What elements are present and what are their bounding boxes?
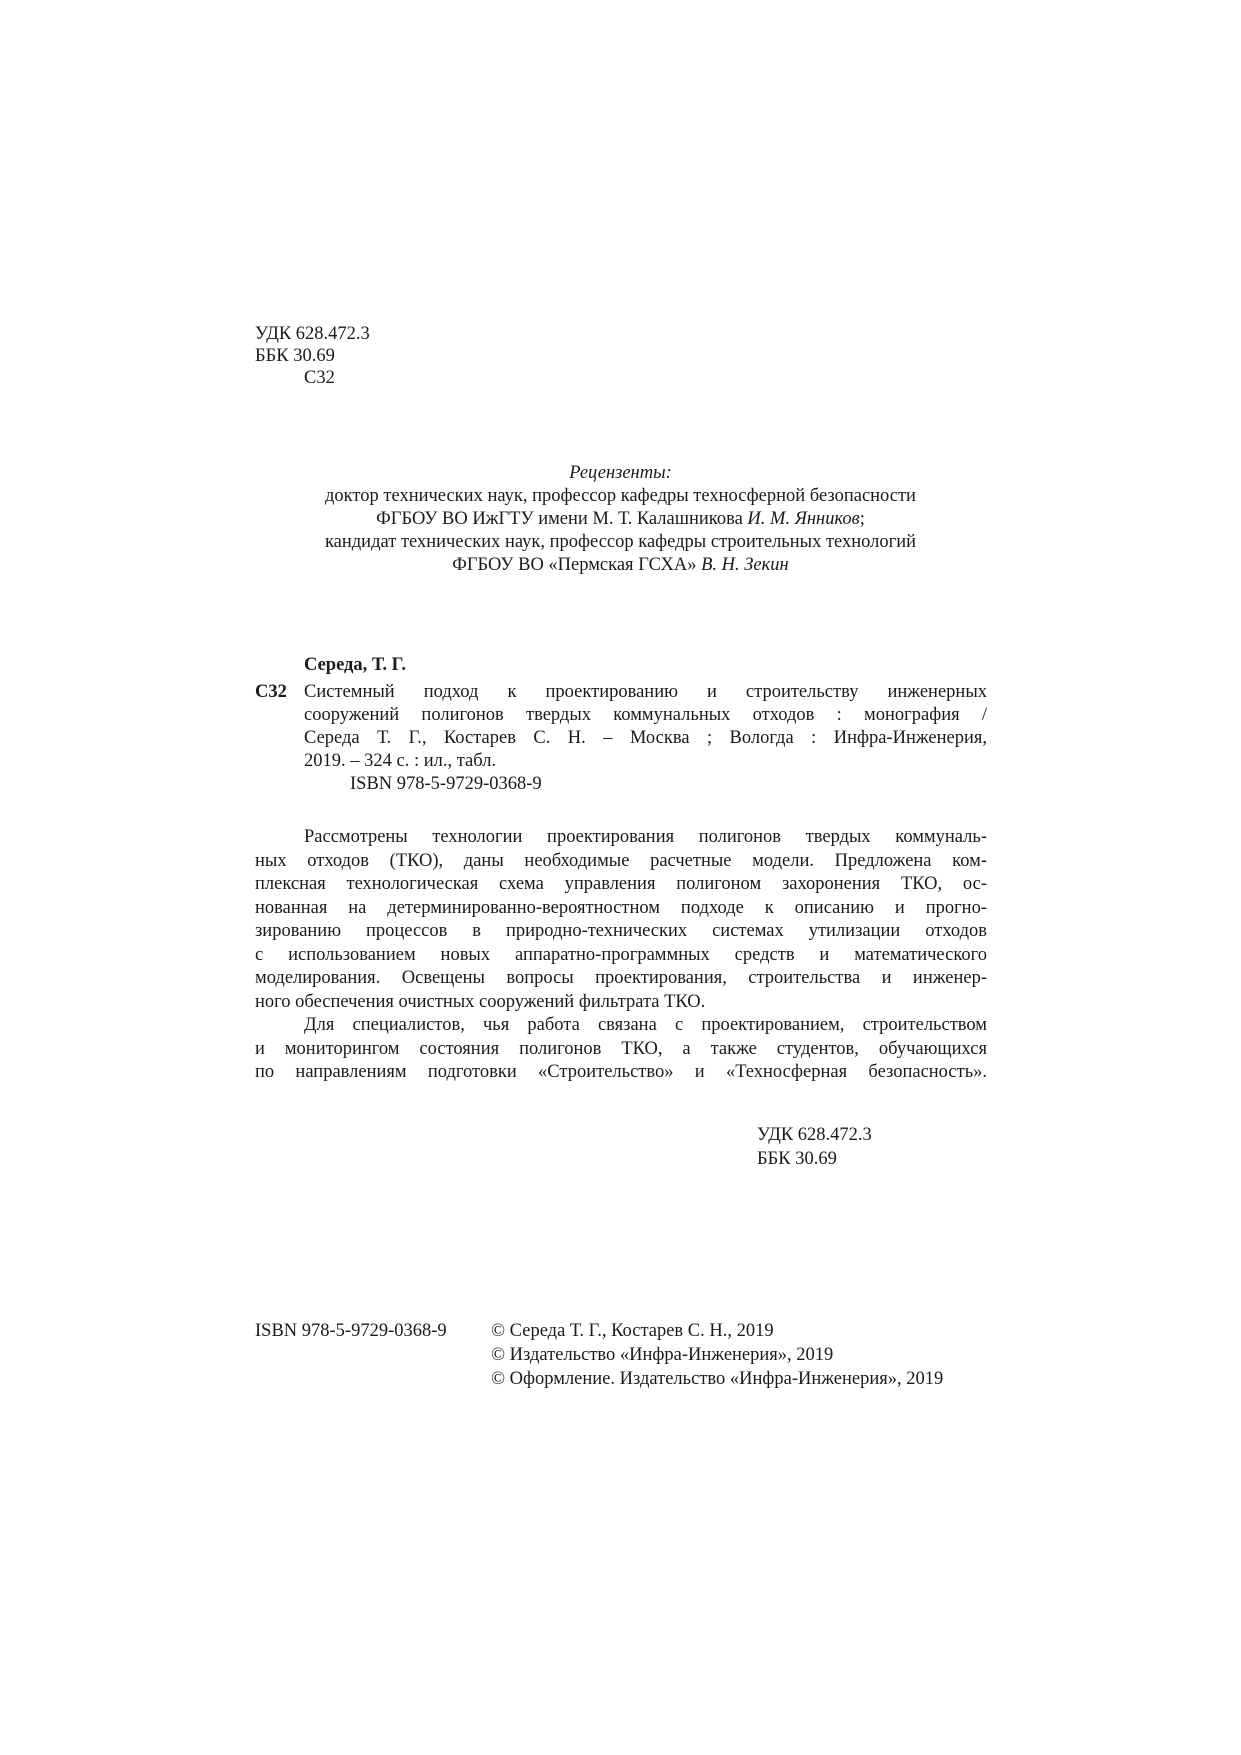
reviewer-name: И. М. Янников — [747, 509, 860, 529]
author-mark: С32 — [304, 368, 335, 388]
reviewers-block — [0, 462, 1241, 577]
annotation-line: и мониторингом состояния полигонов ТКО, а также студентов, обучающихся — [255, 1038, 987, 1059]
reviewer-line — [0, 554, 1241, 577]
reviewers-title: Рецензенты: — [569, 463, 672, 483]
record-line: Системный подход к проектированию и строительству инженерных — [304, 682, 987, 702]
record-line: Середа Т. Г., Костарев С. Н. – Москва ; Вологда : Инфра-Инженерия, — [304, 728, 987, 748]
classification-codes — [255, 323, 370, 389]
record-line: 2019. – 324 с. : ил., табл. — [304, 751, 497, 771]
annotation-line: Для специалистов, чья работа связана с проектированием, строительством — [304, 1015, 987, 1035]
bbk-code: ББК 30.69 — [757, 1149, 837, 1169]
footer-classification-codes — [757, 1124, 872, 1172]
author-heading: Середа, Т. Г. — [304, 655, 406, 675]
annotation-line: Рассмотрены технологии проектирования полигонов твердых коммуналь- — [304, 827, 987, 847]
reviewer-affiliation: ФГБОУ ВО «Пермская ГСХА» — [452, 555, 702, 575]
udk-code: УДК 628.472.3 — [255, 324, 370, 344]
udk-code: УДК 628.472.3 — [757, 1125, 872, 1145]
record-isbn: ISBN 978-5-9729-0368-9 — [350, 774, 542, 794]
reviewer-line: доктор технических наук, профессор кафедры техносферной безопасности — [325, 486, 916, 506]
isbn: ISBN 978-5-9729-0368-9 — [255, 1321, 447, 1341]
reviewer-line — [0, 508, 1241, 531]
record-code: С32 — [255, 682, 287, 702]
annotation-line: моделирования. Освещены вопросы проектирования, строительства и инженер- — [255, 968, 987, 988]
annotation-line: с использованием новых аппаратно-программных средств и математического — [255, 944, 987, 965]
reviewer-punct: ; — [859, 509, 865, 529]
reviewer-line: кандидат технических наук, профессор кафедры строительных технологий — [324, 532, 917, 552]
bbk-code: ББК 30.69 — [255, 346, 335, 366]
record-line: сооружений полигонов твердых коммунальных отходов : монография / — [304, 705, 987, 725]
reviewer-affiliation: ФГБОУ ВО ИжГТУ имени М. Т. Калашникова — [376, 509, 748, 529]
annotation-line: ного обеспечения очистных сооружений фильтрата ТКО. — [255, 991, 706, 1012]
copyright-line: © Оформление. Издательство «Инфра-Инженерия», 2019 — [491, 1369, 944, 1389]
copyright-line: © Середа Т. Г., Костарев С. Н., 2019 — [491, 1321, 774, 1341]
annotation-line: нованная на детерминированно-вероятностном подходе к описанию и прогно- — [255, 897, 987, 918]
copyright-block — [491, 1320, 943, 1392]
annotation-line: по направлениям подготовки «Строительство» и «Техносферная безопасность». — [255, 1062, 987, 1082]
record-description — [304, 681, 987, 796]
annotation — [255, 826, 987, 1085]
reviewer-name: В. Н. Зекин — [701, 555, 789, 575]
annotation-line: ных отходов (ТКО), даны необходимые расчетные модели. Предложена ком- — [255, 850, 987, 871]
annotation-line: зированию процессов в природно-технических системах утилизации отходов — [255, 921, 987, 941]
annotation-line: плексная технологическая схема управления полигоном захоронения ТКО, ос- — [255, 874, 987, 894]
copyright-line: © Издательство «Инфра-Инженерия», 2019 — [491, 1345, 834, 1365]
